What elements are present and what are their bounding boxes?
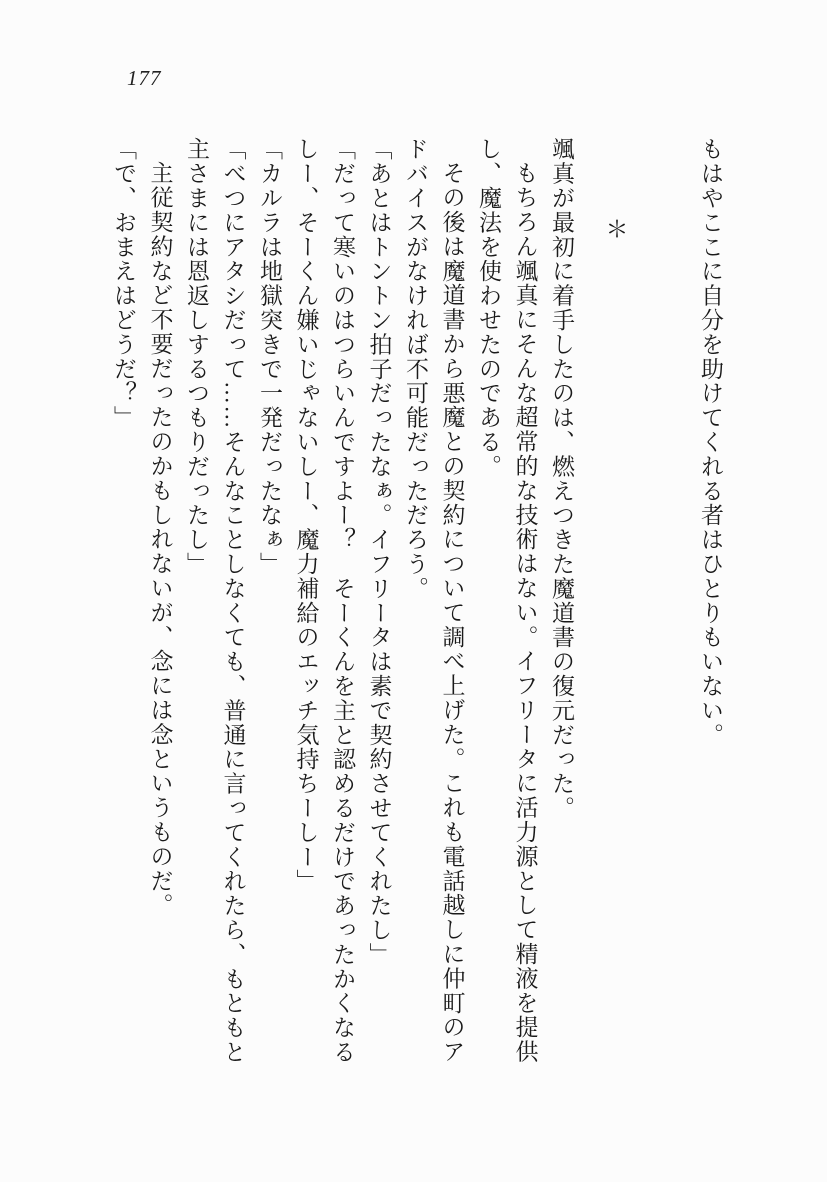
dialogue-line: 「で、おまえはどうだ？」 bbox=[111, 137, 136, 430]
text-line: し、魔法を使わせたのである。 bbox=[476, 137, 501, 479]
text-line: 主従契約など不要だったのかもしれないが、念には念というものだ。 bbox=[147, 161, 173, 918]
text-line: その後は魔道書から悪魔との契約について調べ上げた。これも電話越しに仲町のア bbox=[439, 161, 465, 1064]
dialogue-line: 「だって寒いのはつらいんですよー？ そーくんを主と認めるだけであったかくなる bbox=[330, 137, 355, 1065]
text-line: もちろん颯真にそんな超常的な技術はない。イフリータに活力源として精液を提供 bbox=[512, 161, 538, 1064]
vertical-text-block bbox=[105, 137, 729, 1082]
dialogue-line: しー、そーくん嫌いじゃないしー、魔力補給のエッチ気持ちーしー」 bbox=[293, 137, 319, 894]
dialogue-line: 「あとはトントン拍子だったなぁ。イフリータは素で契約させてくれたし」 bbox=[366, 137, 392, 967]
dialogue-line: 「べつにアタシだって……そんなことしなくても、普通に言ってくれたら、もともと bbox=[220, 137, 246, 1065]
text-line: もはやここに自分を助けてくれる者はひとりもいない。 bbox=[698, 137, 723, 747]
text-line: ドバイスがなければ不可能だっただろう。 bbox=[403, 137, 428, 601]
page-number: 177 bbox=[127, 66, 162, 90]
text-line: 颯真が最初に着手したのは、燃えつきた魔道書の復元だった。 bbox=[549, 137, 574, 821]
dialogue-line: 主さまには恩返しするつもりだったし」 bbox=[184, 137, 209, 577]
section-break-asterisk: ＊ bbox=[602, 217, 628, 242]
dialogue-line: 「カルラは地獄突きで一発だったなぁ」 bbox=[257, 137, 282, 577]
